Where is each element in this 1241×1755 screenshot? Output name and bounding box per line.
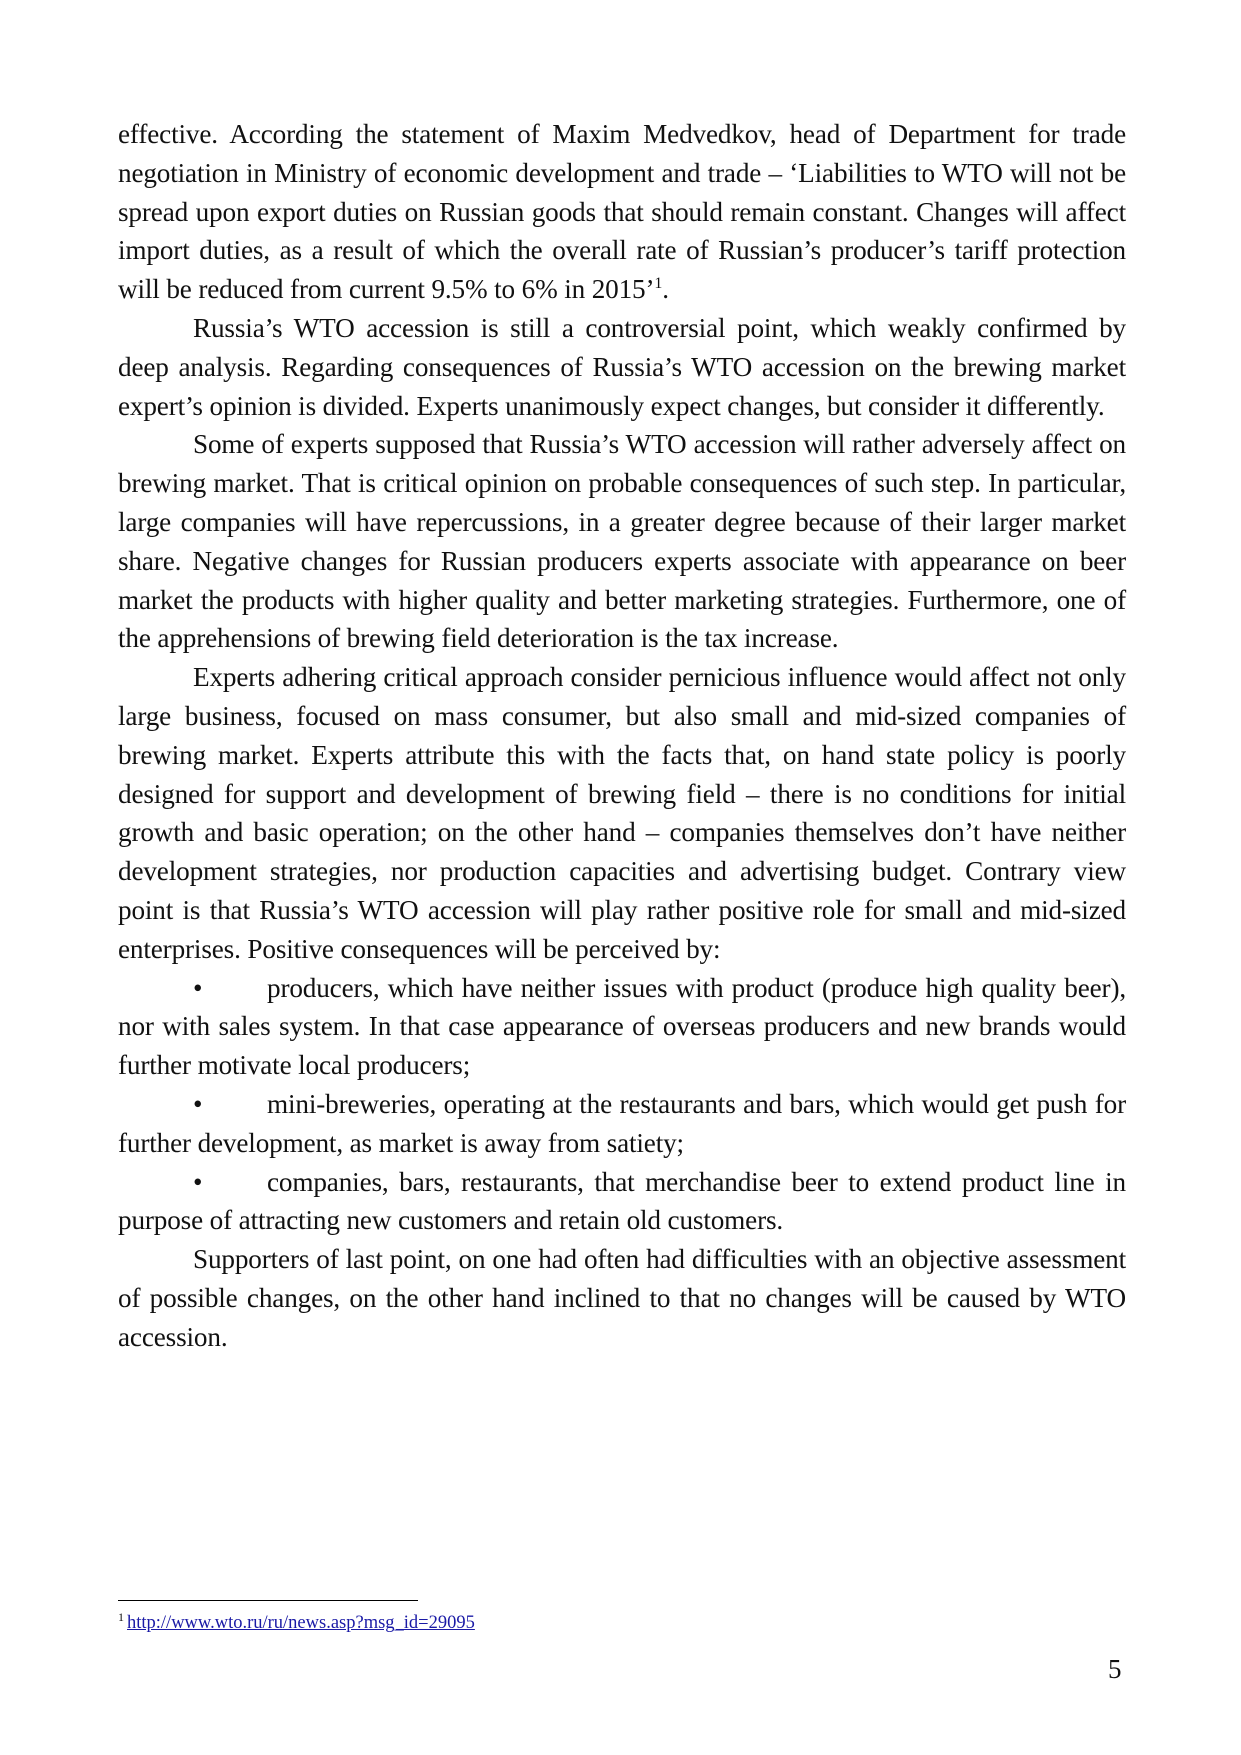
paragraph-text: effective. According the statement of Maxim Medvedkov, head of Department for trade negotiation in Ministry of economic development and trade – ‘Liabilities to WTO will not be spread upon export duties on Russian goods that should remain constant. Changes will affect import duties, as a result of which the overall rate of Russian’s producer’s tariff protection will be reduced from current 9.5% to 6% in 2015’ xyxy=(118,119,1126,305)
paragraph-adverse-effects: Some of experts supposed that Russia’s WTO accession will rather adversely affect on brewing market. That is critical opinion on probable consequences of such step. In particular, large companies will have repercussions, in a greater degree because of their larger market share. Negative changes for Russian producers experts associate with appearance on beer market the products with higher quality and better marketing strategies. Furthermore, one of the apprehensions of brewing field deterioration is the tax increase. xyxy=(118,429,1126,654)
list-item-text: producers, which have neither issues with product (produce high quality beer), nor with sales system. In that case appearance of overseas producers and new brands would further motivate local producers; xyxy=(118,972,1126,1081)
paragraph-supporters: Supporters of last point, on one had often had difficulties with an objective assessment of possible changes, on the other hand inclined to that no changes will be caused by WTO accession. xyxy=(118,1244,1126,1352)
footnote-separator xyxy=(118,1600,418,1601)
list-item-text: mini-breweries, operating at the restaurants and bars, which would get push for further development, as market is away from satiety; xyxy=(118,1088,1126,1158)
paragraph-controversial-point: Russia’s WTO accession is still a controversial point, which weakly confirmed by deep analysis. Regarding consequences of Russia’s WTO accession on the brewing market expert’s opinion is divided. Experts unanimously expect changes, but consider it differently. xyxy=(118,312,1126,421)
footnote xyxy=(118,1611,475,1635)
bullet-icon: • xyxy=(193,1088,203,1119)
paragraph-medvedkov-quote xyxy=(118,115,1126,309)
footnote-reference[interactable]: 1 xyxy=(654,275,663,293)
paragraph-trailing-punctuation: . xyxy=(662,274,669,305)
list-item xyxy=(118,1163,1126,1241)
page-number: 5 xyxy=(1108,1654,1122,1684)
bullet-list xyxy=(118,969,1126,1241)
list-item-text: companies, bars, restaurants, that merchandise beer to extend product line in purpose of attracting new customers and retain old customers. xyxy=(118,1166,1126,1236)
list-item xyxy=(118,1085,1126,1163)
bullet-icon: • xyxy=(193,972,203,1003)
footnote-number: 1 xyxy=(118,1610,124,1624)
footnote-link[interactable]: http://www.wto.ru/ru/news.asp?msg_id=29095 xyxy=(127,1613,475,1633)
list-item xyxy=(118,969,1126,1085)
page-body xyxy=(118,115,1126,1357)
paragraph-critical-approach: Experts adhering critical approach consider pernicious influence would affect not only large business, focused on mass consumer, but also small and mid-sized companies of brewing market. Experts attribute this with the facts that, on hand state policy is poorly designed for support and development of brewing field – there is no conditions for initial growth and basic operation; on the other hand – companies themselves don’t have neither development strategies, nor production capacities and advertising budget. Contrary view point is that Russia’s WTO accession will play rather positive role for small and mid-sized enterprises. Positive consequences will be perceived by: xyxy=(118,662,1126,964)
bullet-icon: • xyxy=(193,1166,203,1197)
